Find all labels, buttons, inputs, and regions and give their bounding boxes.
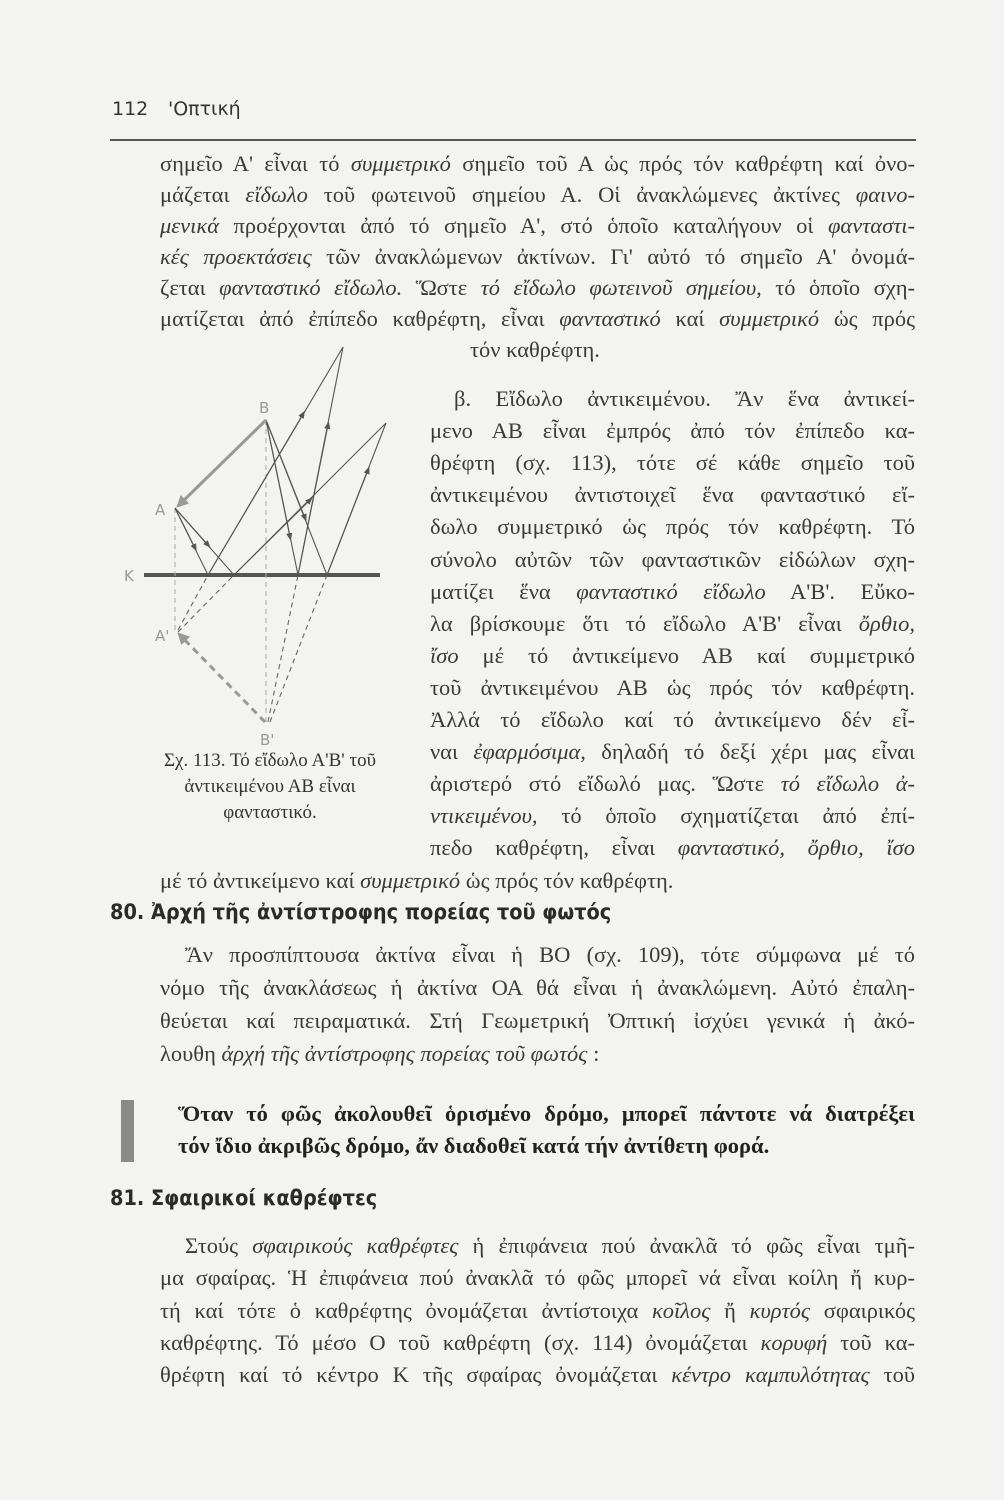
text-segment: τοῦ κα- bbox=[827, 1330, 916, 1355]
text-segment: ἡ ἐπιφάνεια πού ἀνακλᾶ τό φῶς εἶναι τμῆ- bbox=[458, 1233, 915, 1258]
running-title: 'Οπτική bbox=[168, 98, 241, 120]
text-line bbox=[160, 1007, 915, 1035]
text-segment: μέ τό ἀντικείμενο καί bbox=[160, 868, 361, 893]
text-line bbox=[160, 1361, 915, 1389]
text-segment: δηλαδή τό δεξί χέρι μας εἶναι bbox=[585, 739, 916, 764]
text-segment: σύνολο αὐτῶν τῶν φανταστικῶν εἰδώλων σχη- bbox=[430, 547, 915, 572]
text-segment: Ὥστε bbox=[402, 275, 481, 300]
text-line bbox=[160, 974, 915, 1002]
text-segment: ἀριστερό στό εἴδωλό μας. Ὥστε bbox=[430, 771, 781, 796]
text-segment: Α'Β'. Εὔκο- bbox=[765, 579, 915, 604]
emphasis-text: ἐφαρμόσιμα, bbox=[473, 739, 586, 764]
text-segment: καθρέφτης. Τό μέσο Ο τοῦ καθρέφτη (σχ. 114) ὀνομάζεται bbox=[160, 1330, 761, 1355]
text-segment: μάζεται bbox=[160, 182, 246, 207]
ray-b-2 bbox=[266, 420, 386, 575]
text-line bbox=[430, 674, 915, 702]
text-segment: σφαιρικός bbox=[810, 1298, 915, 1323]
emphasis-text: συμμετρικό bbox=[719, 306, 820, 331]
emphasis-text: φαινο- bbox=[855, 182, 915, 207]
text-line bbox=[160, 1264, 915, 1292]
emphasis-text: ὄρθιο, bbox=[858, 611, 915, 636]
text-segment: μενο ΑΒ εἶναι ἐμπρός ἀπό τόν ἐπίπεδο κα- bbox=[430, 418, 915, 443]
text-segment: σημεῖο τοῦ Α ὡς πρός τόν καθρέφτη καί ὀνο- bbox=[450, 151, 915, 176]
text-line bbox=[430, 802, 915, 830]
emphasis-text: φανταστι- bbox=[827, 213, 915, 238]
text-segment: μέ τό ἀντικείμενο ΑΒ καί συμμετρικό bbox=[458, 643, 915, 668]
text-line bbox=[430, 449, 915, 477]
emphasis-text: εἴδωλο bbox=[245, 182, 308, 207]
text-segment: τό ὁποῖο σχηματίζεται ἀπό ἐπί- bbox=[537, 803, 915, 828]
text-segment: Στούς bbox=[185, 1233, 253, 1258]
extension bbox=[178, 575, 208, 630]
text-line bbox=[160, 181, 915, 209]
text-line bbox=[430, 642, 915, 670]
text-line bbox=[430, 417, 915, 445]
header-rule bbox=[110, 139, 916, 141]
arrow-icon bbox=[298, 425, 328, 575]
text-segment: λα βρίσκουμε ὅτι τό εἴδωλο Α'Β' εἶναι bbox=[430, 611, 859, 636]
emphasis-text: ἀρχή τῆς ἀντίστροφης πορείας τοῦ φωτός bbox=[221, 1041, 588, 1066]
text-segment: δωλο συμμετρικό ὡς πρός τόν καθρέφτη. Τό bbox=[430, 514, 915, 539]
emphasis-text: φανταστικό εἴδωλο bbox=[576, 579, 766, 604]
arrow-icon bbox=[175, 508, 208, 545]
text-segment: τοῦ φωτεινοῦ σημείου Α. Οἱ ἀνακλώμενες ἀκτίνες bbox=[307, 182, 856, 207]
emphasis-text: τό εἴδωλο ἀ- bbox=[780, 771, 915, 796]
emphasis-text: φανταστικό bbox=[559, 306, 661, 331]
text-segment: προέρχονται ἀπό τό σημεῖο Α', στό ὁποῖο καταλήγουν οἱ bbox=[219, 213, 828, 238]
text-line bbox=[470, 336, 600, 364]
text-line bbox=[160, 1329, 915, 1357]
emphasis-text: τό εἴδωλο φωτεινοῦ σημείου, bbox=[480, 275, 762, 300]
emphasis-text: ντικειμένου, bbox=[430, 803, 538, 828]
text-line bbox=[160, 243, 915, 271]
page-number: 112 bbox=[112, 98, 149, 120]
text-line bbox=[185, 1232, 915, 1260]
extension bbox=[270, 575, 327, 722]
text-line bbox=[160, 867, 673, 895]
text-segment: ζεται bbox=[160, 275, 220, 300]
ray-a-1 bbox=[175, 347, 343, 575]
text-segment: Ἀλλά τό εἴδωλο καί τό ἀντικείμενο δέν εἶ- bbox=[430, 707, 915, 732]
text-segment: καί bbox=[660, 306, 720, 331]
text-line bbox=[160, 274, 915, 302]
text-segment: τοῦ ἀντικειμένου ΑΒ ὡς πρός τόν καθρέφτη. bbox=[430, 675, 915, 700]
text-line bbox=[430, 578, 915, 606]
emphasis-text: συμμετρικό bbox=[360, 868, 461, 893]
text-segment: ἤ bbox=[710, 1298, 750, 1323]
text-line bbox=[430, 770, 915, 798]
extension bbox=[178, 575, 234, 632]
text-segment: λουθη bbox=[160, 1041, 222, 1066]
section-81-heading: 81. Σφαιρικοί καθρέφτες bbox=[110, 1186, 378, 1210]
text-line bbox=[430, 706, 915, 734]
text-line bbox=[178, 1100, 915, 1128]
text-segment: θεύεται καί πειραματικά. Στή Γεωμετρική Ὀπτική ἰσχύει γενικά ἡ ἀκό- bbox=[160, 1008, 915, 1033]
ray-a-2 bbox=[175, 423, 386, 575]
emphasis-text: κέντρο καμπυλότητας bbox=[671, 1362, 870, 1387]
text-line bbox=[160, 1040, 915, 1068]
text-line bbox=[160, 1297, 915, 1325]
text-segment: : bbox=[587, 1041, 600, 1066]
emphasis-text: κορυφή bbox=[760, 1330, 828, 1355]
image-ab-arrow bbox=[179, 634, 265, 722]
text-line bbox=[178, 1132, 769, 1160]
figure-caption-line: φανταστικό. bbox=[223, 802, 317, 823]
label-k: K bbox=[124, 567, 134, 585]
emphasis-text: κυρτός bbox=[749, 1298, 811, 1323]
text-segment: θρέφτη (σχ. 113), τότε σέ κάθε σημεῖο τοῦ bbox=[430, 450, 915, 475]
text-segment: ἀντικειμένου ἀντιστοιχεῖ ἕνα φανταστικό εἴ- bbox=[430, 482, 915, 507]
label-a: A bbox=[155, 501, 166, 519]
text-line bbox=[430, 610, 915, 638]
text-segment: τή καί τότε ὁ καθρέφτης ὀνομάζεται ἀντίστοιχα bbox=[160, 1298, 652, 1323]
principle-marker-bar bbox=[121, 1100, 134, 1162]
text-segment: ὡς πρός τόν καθρέφτη. bbox=[460, 868, 674, 893]
text-segment: νόμο τῆς ἀνακλάσεως ἡ ἀκτίνα ΟΑ θά εἶναι ἡ ἀνακλώμενη. Αὐτό ἐπαλη- bbox=[160, 975, 915, 1000]
text-segment: σημεῖο Α' εἶναι τό bbox=[160, 151, 351, 176]
text-line bbox=[430, 481, 915, 509]
arrow-icon bbox=[266, 420, 290, 537]
ray-b-1 bbox=[266, 347, 343, 575]
text-segment: τοῦ bbox=[869, 1362, 915, 1387]
text-segment: θρέφτη καί τό κέντρο Κ τῆς σφαίρας ὀνομάζεται bbox=[160, 1362, 672, 1387]
text-line bbox=[430, 834, 915, 862]
text-line bbox=[430, 513, 915, 541]
figure-caption-line: Σχ. 113. Τό εἴδωλο Α'Β' τοῦ bbox=[164, 750, 376, 771]
text-segment: πεδο καθρέφτη, εἶναι bbox=[430, 835, 678, 860]
text-line bbox=[454, 385, 915, 413]
emphasis-text: σφαιρικούς καθρέφτες bbox=[252, 1233, 459, 1258]
label-a-prime: A' bbox=[155, 627, 170, 645]
text-line bbox=[160, 150, 915, 178]
text-segment: τόν ἴδιο ἀκριβῶς δρόμο, ἄν διαδοθεῖ κατά τήν ἀντίθετη φορά. bbox=[178, 1133, 770, 1158]
figure-caption-line: ἀντικειμένου ΑΒ εἶναι bbox=[184, 776, 356, 797]
arrow-icon bbox=[208, 414, 303, 575]
emphasis-text: κοῖλος bbox=[651, 1298, 711, 1323]
arrow-icon bbox=[234, 500, 310, 575]
text-segment: ματίζει ἕνα bbox=[430, 579, 577, 604]
emphasis-text: μενικά bbox=[160, 213, 220, 238]
text-line bbox=[160, 305, 915, 333]
arrow-icon bbox=[266, 420, 305, 518]
label-b-prime: B' bbox=[260, 731, 275, 749]
text-line bbox=[430, 546, 915, 574]
arrow-icon bbox=[327, 470, 368, 575]
text-segment: β. Εἴδωλο ἀντικειμένου. Ἄν ἕνα ἀντικεί- bbox=[454, 386, 915, 411]
emphasis-text: συμμετρικό bbox=[350, 151, 451, 176]
text-line bbox=[430, 738, 915, 766]
text-segment: τό ὁποῖο σχη- bbox=[761, 275, 915, 300]
label-b: B bbox=[259, 399, 270, 417]
text-segment: τόν καθρέφτη. bbox=[470, 337, 600, 362]
text-segment: μα σφαίρας. Ἡ ἐπιφάνεια πού ἀνακλᾶ τό φῶς μπορεῖ νά εἶναι κοίλη ἤ κυρ- bbox=[160, 1265, 915, 1290]
text-segment: τῶν ἀνακλώμενων ἀκτίνων. Γι' αὐτό τό σημεῖο Α' ὀνομά- bbox=[311, 244, 915, 269]
text-line bbox=[160, 212, 915, 240]
text-line bbox=[185, 941, 915, 969]
text-segment: Ἄν προσπίπτουσα ἀκτίνα εἶναι ἡ ΒΟ (σχ. 109), τότε σύμφωνα μέ τό bbox=[185, 942, 915, 967]
emphasis-text: φανταστικό εἴδωλο. bbox=[219, 275, 403, 300]
emphasis-text: ἴσο bbox=[430, 643, 459, 668]
text-segment: Ὅταν τό φῶς ἀκολουθεῖ ὁρισμένο δρόμο, μπορεῖ πάντοτε νά διατρέξει bbox=[178, 1101, 915, 1126]
emphasis-text: κές προεκτάσεις bbox=[160, 244, 312, 269]
arrow-icon bbox=[175, 508, 195, 548]
extension bbox=[268, 575, 298, 722]
emphasis-text: φανταστικό, ὄρθιο, ἴσο bbox=[677, 835, 915, 860]
text-segment: ματίζεται ἀπό ἐπίπεδο καθρέφτη, εἶναι bbox=[160, 306, 560, 331]
text-segment: ναι bbox=[430, 739, 474, 764]
section-80-heading: 80. Ἀρχή τῆς ἀντίστροφης πορείας τοῦ φωτός bbox=[110, 900, 612, 924]
object-ab-arrow bbox=[178, 420, 266, 506]
text-segment: ὡς πρός bbox=[819, 306, 915, 331]
